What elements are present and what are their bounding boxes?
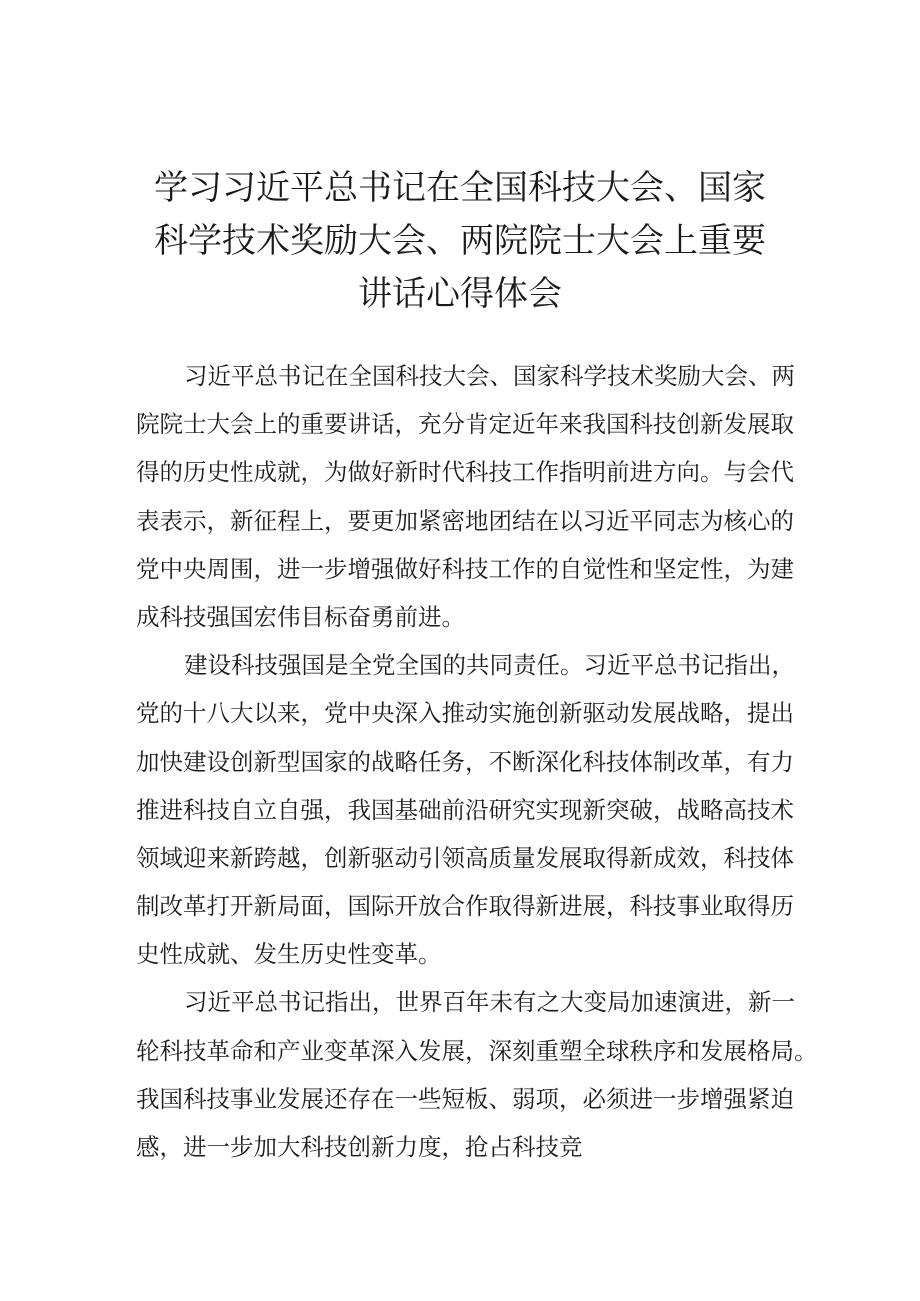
- text-line: 领域迎来新跨越，创新驱动引领高质量发展取得新成效，科技体: [136, 843, 794, 872]
- text-line: 院院士大会上的重要讲话，充分肯定近年来我国科技创新发展取: [136, 410, 794, 439]
- text-line: 表表示，新征程上，要更加紧密地团结在以习近平同志为核心的: [136, 506, 794, 535]
- title-line: 科学技术奖励大会、两院院士大会上重要: [154, 221, 766, 261]
- document-body: [136, 352, 818, 1171]
- text-line: 习近平总书记指出，世界百年未有之大变局加速演进，新一: [184, 988, 795, 1017]
- text-line: 党中央周围，进一步增强做好科技工作的自觉性和坚定性，为建: [136, 554, 794, 583]
- text-line: 建设科技强国是全党全国的共同责任。习近平总书记指出，: [184, 651, 795, 680]
- text-line: 成科技强国宏伟目标奋勇前进。: [136, 602, 465, 631]
- text-line: 我国科技事业发展还存在一些短板、弱项，必须进一步增强紧迫: [136, 1084, 794, 1113]
- text-line: 得的历史性成就，为做好新时代科技工作指明前进方向。与会代: [136, 458, 794, 487]
- title-line: 讲话心得体会: [358, 274, 562, 314]
- paragraph: [136, 978, 818, 1171]
- text-line: 党的十八大以来，党中央深入推动实施创新驱动发展战略，提出: [136, 699, 794, 728]
- document-title: [120, 162, 800, 321]
- text-line: 习近平总书记在全国科技大会、国家科学技术奖励大会、两: [184, 362, 795, 390]
- text-line: 史性成就、发生历史性变革。: [136, 940, 442, 969]
- text-line: 加快建设创新型国家的战略任务，不断深化科技体制改革，有力: [136, 747, 794, 776]
- title-line: 学习习近平总书记在全国科技大会、国家: [154, 168, 766, 208]
- text-line: 轮科技革命和产业变革深入发展，深刻重塑全球秩序和发展格局。: [136, 1036, 818, 1065]
- paragraph: [136, 641, 795, 978]
- paragraph: [136, 352, 795, 641]
- text-line: 感，进一步加大科技创新力度，抢占科技竞: [136, 1133, 583, 1161]
- text-line: 制改革打开新局面，国际开放合作取得新进展，科技事业取得历: [136, 892, 794, 921]
- text-line: 推进科技自立自强，我国基础前沿研究实现新突破，战略高技术: [136, 795, 794, 824]
